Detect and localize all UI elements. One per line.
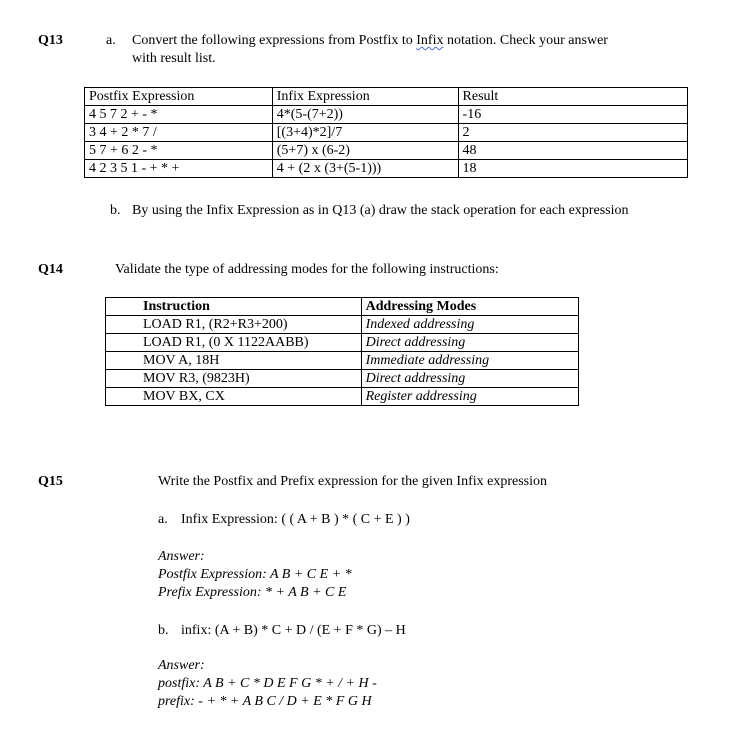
infix-cell: (5+7) x (6-2) (272, 142, 458, 160)
q14-table (105, 297, 579, 406)
q13-table (84, 87, 688, 178)
result-cell: 48 (458, 142, 687, 160)
mode-cell: Direct addressing (361, 370, 578, 388)
q15-answer-a-postfix: Postfix Expression: A B + C E + * (158, 567, 352, 582)
table-row (106, 316, 579, 334)
postfix-cell: 5 7 + 6 2 - * (85, 142, 273, 160)
q13-table-header (85, 88, 688, 106)
instruction-cell: LOAD R1, (R2+R3+200) (106, 316, 362, 334)
q13-header-infix: Infix Expression (272, 88, 458, 106)
table-row (85, 106, 688, 124)
q15-answer-a-prefix: Prefix Expression: * + A B + C E (158, 585, 347, 600)
q14-intro: Validate the type of addressing modes for the following instructions: (115, 262, 499, 277)
q13-part-b-marker: b. (110, 203, 121, 218)
q13-part-a-line2: with result list. (132, 51, 216, 66)
result-cell: 18 (458, 160, 687, 178)
table-row (106, 352, 579, 370)
q13-part-a-line1 (132, 33, 608, 49)
postfix-cell: 4 2 3 5 1 - + * + (85, 160, 273, 178)
mode-cell: Register addressing (361, 388, 578, 406)
result-cell: 2 (458, 124, 687, 142)
infix-cell: 4 + (2 x (3+(5-1))) (272, 160, 458, 178)
q15-part-a-marker: a. (158, 512, 168, 527)
infix-cell: [(3+4)*2]/7 (272, 124, 458, 142)
postfix-cell: 4 5 7 2 + - * (85, 106, 273, 124)
q13-number: Q13 (38, 33, 63, 48)
q15-part-b-marker: b. (158, 623, 169, 638)
instruction-cell: LOAD R1, (0 X 1122AABB) (106, 334, 362, 352)
mode-cell: Immediate addressing (361, 352, 578, 370)
q13-header-result: Result (458, 88, 687, 106)
q13-part-a-marker: a. (106, 33, 116, 48)
q15-number: Q15 (38, 474, 63, 489)
instruction-cell: MOV BX, CX (106, 388, 362, 406)
table-row (106, 334, 579, 352)
table-row (85, 160, 688, 178)
mode-cell: Direct addressing (361, 334, 578, 352)
q13-part-b-text: By using the Infix Expression as in Q13 (a) draw the stack operation for each expression (132, 203, 629, 218)
q14-table-header (106, 298, 579, 316)
q15-answer-b-prefix: prefix: - + * + A B C / D + E * F G H (158, 694, 372, 709)
table-row (85, 142, 688, 160)
result-cell: -16 (458, 106, 687, 124)
q13-header-postfix: Postfix Expression (85, 88, 273, 106)
q13-part-a-line1-post: notation. Check your answer (446, 33, 608, 48)
q15-answer-b-label: Answer: (158, 658, 205, 673)
q13-part-a-line1-pre: Convert the following expressions from Postfix to (132, 33, 413, 48)
postfix-cell: 3 4 + 2 * 7 / (85, 124, 273, 142)
instruction-cell: MOV R3, (9823H) (106, 370, 362, 388)
table-row (85, 124, 688, 142)
table-row (106, 388, 579, 406)
mode-cell: Indexed addressing (361, 316, 578, 334)
table-row (106, 370, 579, 388)
q13-infix-word: Infix (416, 33, 444, 48)
q15-part-b-text: infix: (A + B) * C + D / (E + F * G) – H (181, 623, 406, 638)
infix-cell: 4*(5-(7+2)) (272, 106, 458, 124)
q14-number: Q14 (38, 262, 63, 277)
q15-part-a-text: Infix Expression: ( ( A + B ) * ( C + E ) ) (181, 512, 410, 527)
q14-header-instruction: Instruction (106, 298, 362, 316)
q15-answer-b-postfix: postfix: A B + C * D E F G * + / + H - (158, 676, 377, 691)
q15-intro: Write the Postfix and Prefix expression for the given Infix expression (158, 474, 548, 489)
q14-header-modes: Addressing Modes (361, 298, 578, 316)
q15-answer-a-label: Answer: (158, 549, 205, 564)
instruction-cell: MOV A, 18H (106, 352, 362, 370)
